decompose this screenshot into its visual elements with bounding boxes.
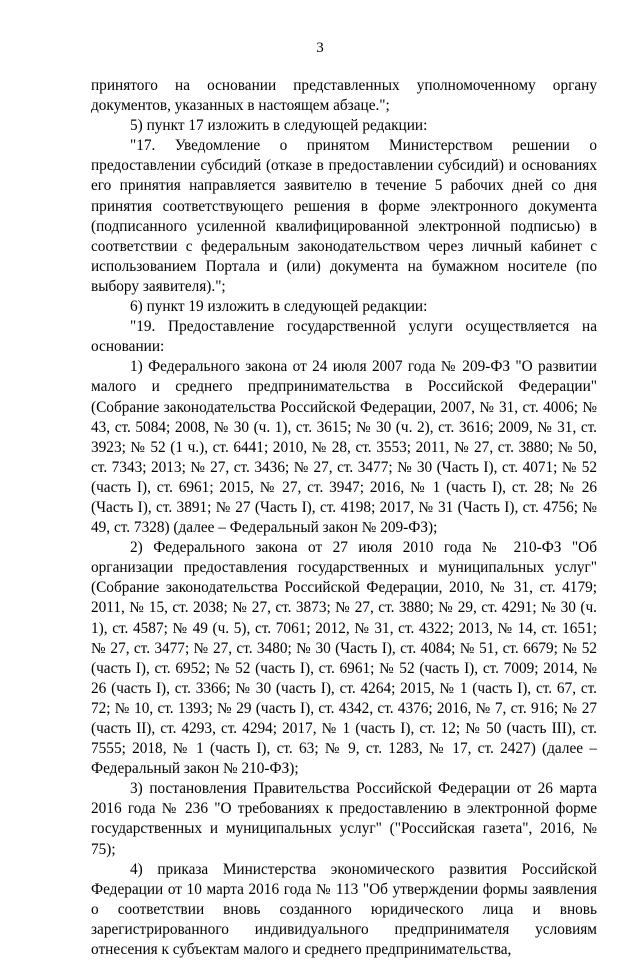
- paragraph-basis-4: 4) приказа Министерства экономического развития Российской Федерации от 10 марта 2016 года № 113 "Об утверждении формы заявления о соответствии вновь созданного юридического лица и вновь зарегистрированного индивидуального предпринимателя условиям отнесения к субъектам малого и среднего предпринимательства,: [91, 860, 597, 959]
- paragraph-point-17: "17. Уведомление о принятом Министерством решении о предоставлении субсидий (отказе в предоставлении субсидий) и основаниях его принятия направляется заявителю в течение 5 рабочих дней со дня принятия соответствующего решения в форме электронного документа (подписанного усиленной квалифицированной электронной подписью) в соответствии с федеральным законодательством через личный кабинет с использованием Портала и (или) документа на бумажном носителе (по выбору заявителя).";: [91, 137, 597, 295]
- paragraph-basis-3: 3) постановления Правительства Российской Федерации от 26 марта 2016 года № 236 "О требованиях к предоставлению в электронной форме государственных и муниципальных услуг" ("Российская газета", 2016, № 75);: [91, 780, 597, 858]
- page-number: 3: [316, 40, 324, 56]
- paragraph-item-5: 5) пункт 17 изложить в следующей редакции:: [130, 117, 428, 135]
- document-body: [91, 76, 597, 960]
- paragraph-item-6: 6) пункт 19 изложить в следующей редакции:: [130, 298, 428, 316]
- paragraph-continuation: принятого на основании представленных уполномоченному органу документов, указанных в настоящем абзаце.";: [91, 77, 597, 115]
- paragraph-point-19: "19. Предоставление государственной услуги осуществляется на основании:: [91, 318, 597, 356]
- paragraph-basis-2: 2) Федерального закона от 27 июля 2010 года № 210-ФЗ "Об организации предоставления государственных и муниципальных услуг" (Собрание законодательства Российской Федерации, 2010, № 31, ст. 4179; 2011, № 15, ст. 2038; № 27, ст. 3873; № 27, ст. 3880; № 29, ст. 4291; № 30 (ч. 1), ст. 4587; № 49 (ч. 5), ст. 7061; 2012, № 31, ст. 4322; 2013, № 14, ст. 1651; № 27, ст. 3477; № 27, ст. 3480; № 30 (Часть I), ст. 4084; № 51, ст. 6679; № 52 (часть I), ст. 6952; № 52 (часть I), ст. 6961; № 52 (часть I), ст. 7009; 2014, № 26 (часть I), ст. 3366; № 30 (часть I), ст. 4264; 2015, № 1 (часть I), ст. 67, ст. 72; № 10, ст. 1393; № 29 (часть I), ст. 4342, ст. 4376; 2016, № 7, ст. 916; № 27 (часть II), ст. 4293, ст. 4294; 2017, № 1 (часть I), ст. 12; № 50 (часть III), ст. 7555; 2018, № 1 (часть I), ст. 63; № 9, ст. 1283, № 17, ст. 2427) (далее – Федеральный закон № 210-ФЗ);: [91, 539, 597, 778]
- paragraph-basis-1: 1) Федерального закона от 24 июля 2007 года № 209-ФЗ "О развитии малого и среднего предпринимательства в Российской Федерации" (Собрание законодательства Российской Федерации, 2007, № 31, ст. 4006; № 43, ст. 5084; 2008, № 30 (ч. 1), ст. 3615; № 30 (ч. 2), ст. 3616; 2009, № 31, ст. 3923; № 52 (1 ч.), ст. 6441; 2010, № 28, ст. 3553; 2011, № 27, ст. 3880; № 50, ст. 7343; 2013; № 27, ст. 3436; № 27, ст. 3477; № 30 (Часть I), ст. 4071; № 52 (часть I), ст. 6961; 2015, № 27, ст. 3947; 2016, № 1 (часть I), ст. 28; № 26 (Часть I), ст. 3891; № 27 (Часть I), ст. 4198; 2017, № 31 (Часть I), ст. 4756; № 49, ст. 7328) (далее – Федеральный закон № 209-ФЗ);: [91, 358, 597, 537]
